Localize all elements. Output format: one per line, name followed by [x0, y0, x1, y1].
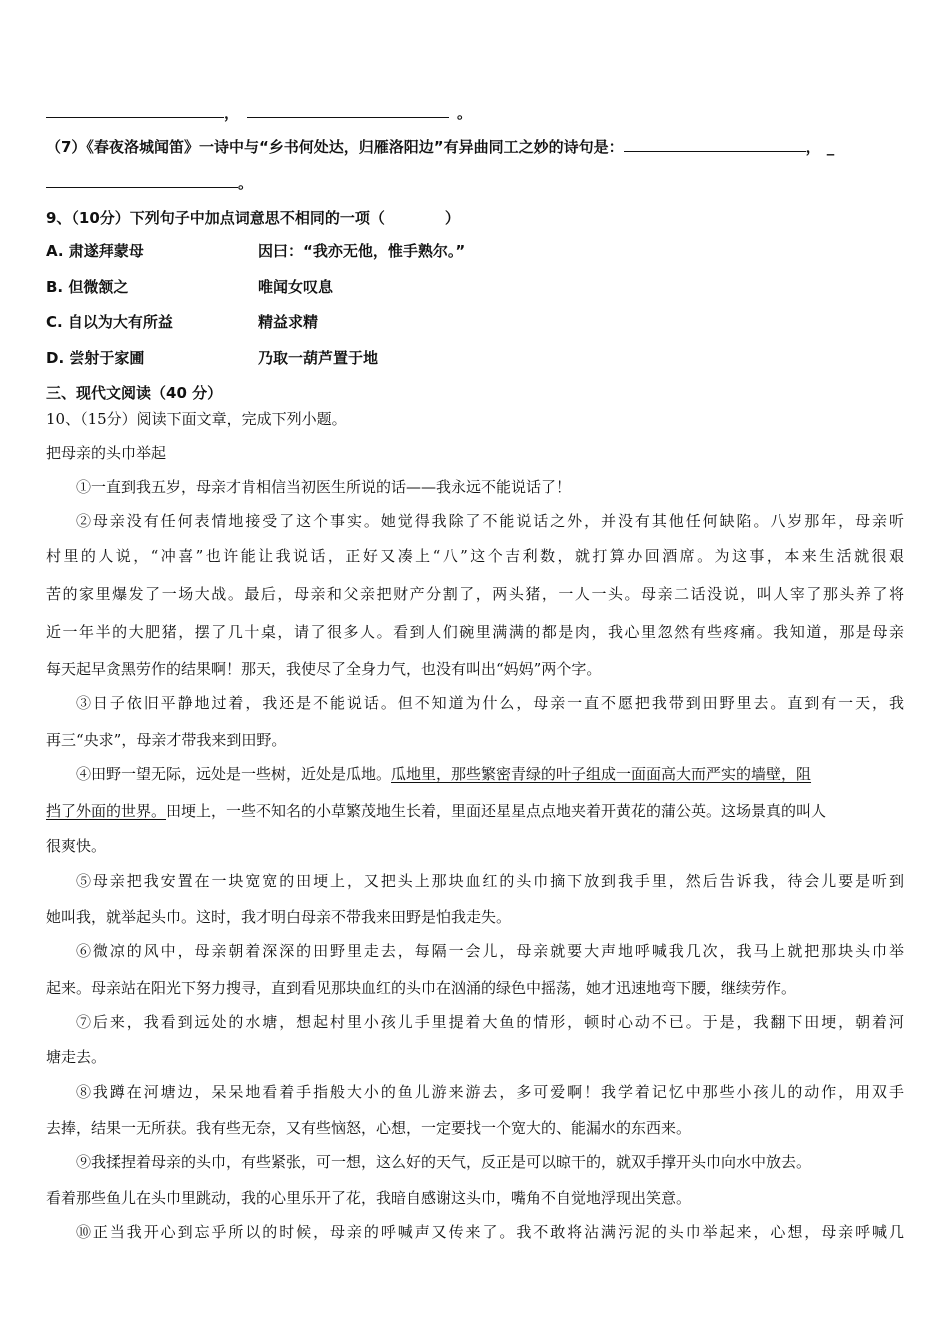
article-line: 起来。母亲站在阳光下努力搜寻，直到看见那块血红的头巾在汹涌的绿色中摇荡，她才迅速地弯下腰，继续劳作。	[46, 979, 797, 997]
article-line: 每天起早贪黑劳作的结果啊！那天，我使尽了全身力气，也没有叫出“妈妈”两个字。	[46, 660, 602, 678]
question-7: （7）《春夜洛城闻笛》一诗中与“乡书何处达，归雁洛阳边”有异曲同工之妙的诗句是： ， _	[46, 138, 835, 156]
article-line: 她叫我，就举起头巾。这时，我才明白母亲不带我来田野是怕我走失。	[46, 908, 512, 926]
article-line: ④田野一望无际，远处是一些树，近处是瓜地。瓜地里，那些繁密青绿的叶子组成一面面高大而严实的墙壁，阻	[76, 765, 812, 783]
article-line: ⑩正当我开心到忘乎所以的时候，母亲的呼喊声又传来了。我不敢将沾满污泥的头巾举起来，心想，母亲呼喊几	[76, 1223, 904, 1241]
article-line: ⑤母亲把我安置在一块宽宽的田埂上，又把头上那块血红的头巾摘下放到我手里，然后告诉我，待会儿要是听到	[76, 872, 904, 890]
option-a[interactable]: A. 肃遂拜蒙母 因曰：“我亦无他，惟手熟尔。”	[46, 242, 466, 260]
article-line: 很爽快。	[46, 837, 107, 855]
option-c[interactable]: C. 自以为大有所益 精益求精	[46, 313, 319, 331]
article-line: ⑨我揉捏着母亲的头巾，有些紧张，可一想，这么好的天气，反正是可以晾干的，就双手撑开头巾向水中放去。	[76, 1153, 812, 1171]
answer-blank[interactable]	[247, 103, 449, 118]
article-line: 塘走去。	[46, 1048, 107, 1066]
article-line: 挡了外面的世界。田埂上，一些不知名的小草繁茂地生长着，里面还星星点点地夹着开黄花的蒲公英。这场景真的叫人	[46, 802, 827, 820]
article-line: ②母亲没有任何表情地接受了这个事实。她觉得我除了不能说话之外，并没有其他任何缺陷。八岁那年，母亲听	[76, 512, 904, 530]
article-line: ①一直到我五岁，母亲才肯相信当初医生所说的话——我永远不能说话了！	[76, 478, 572, 496]
article-line: 看着那些鱼儿在头巾里跳动，我的心里乐开了花，我暗自感谢这头巾，嘴角不自觉地浮现出笑意。	[46, 1189, 692, 1207]
underlined-sentence: 瓜地里，那些繁密青绿的叶子组成一面面高大而严实的墙壁，阻	[391, 765, 812, 783]
article-line: 苦的家里爆发了一场大战。最后，母亲和父亲把财产分割了，两头猪，一人一头。母亲二话没说，叫人宰了那头养了将	[46, 585, 904, 603]
article-line: ⑦后来，我看到远处的水塘，想起村里小孩儿手里提着大鱼的情形，顿时心动不已。于是，我翻下田埂，朝着河	[76, 1013, 904, 1031]
underlined-sentence: 挡了外面的世界。	[46, 802, 167, 820]
article-line: 村里的人说，“冲喜”也许能让我说话，正好又凑上“八”这个吉利数，就打算办回酒席。为这事，本来生活就很艰	[46, 547, 904, 565]
section-title: 三、现代文阅读（40 分）	[46, 384, 223, 402]
answer-blank[interactable]	[624, 137, 806, 152]
answer-blank[interactable]	[46, 103, 224, 118]
article-line: ⑥微凉的风中，母亲朝着深深的田野里走去，每隔一会儿，母亲就要大声地呼喊我几次，我马上就把那块头巾举	[76, 942, 904, 960]
article-line: 去捧，结果一无所获。我有些无奈，又有些恼怒，心想，一定要找一个宽大的、能漏水的东西来。	[46, 1119, 692, 1137]
article-line: ⑧我蹲在河塘边，呆呆地看着手指般大小的鱼儿游来游去，多可爱啊！我学着记忆中那些小孩儿的动作，用双手	[76, 1083, 904, 1101]
article-title: 把母亲的头巾举起	[46, 444, 167, 462]
article-line: ③日子依旧平静地过着，我还是不能说话。但不知道为什么，母亲一直不愿把我带到田野里去。直到有一天，我	[76, 694, 904, 712]
option-b[interactable]: B. 但微颔之 唯闻女叹息	[46, 278, 334, 296]
question-7-continued: 。	[46, 173, 904, 193]
question-10-stem: 10、（15分）阅读下面文章，完成下列小题。	[46, 410, 347, 428]
answer-blank-line: ， 。	[46, 103, 904, 123]
answer-blank[interactable]	[46, 173, 238, 188]
article-line: 近一年半的大肥猪，摆了几十桌，请了很多人。看到人们碗里满满的都是肉，我心里忽然有些疼痛。我知道，那是母亲	[46, 623, 904, 641]
option-d[interactable]: D. 尝射于家圃 乃取一葫芦置于地	[46, 349, 379, 367]
question-7-text: （7）《春夜洛城闻笛》一诗中与“乡书何处达，归雁洛阳边”有异曲同工之妙的诗句是：	[46, 138, 624, 156]
question-9-stem: 9、（10分）下列句子中加点词意思不相同的一项（ ）	[46, 209, 460, 227]
article-line: 再三“央求”，母亲才带我来到田野。	[46, 731, 287, 749]
